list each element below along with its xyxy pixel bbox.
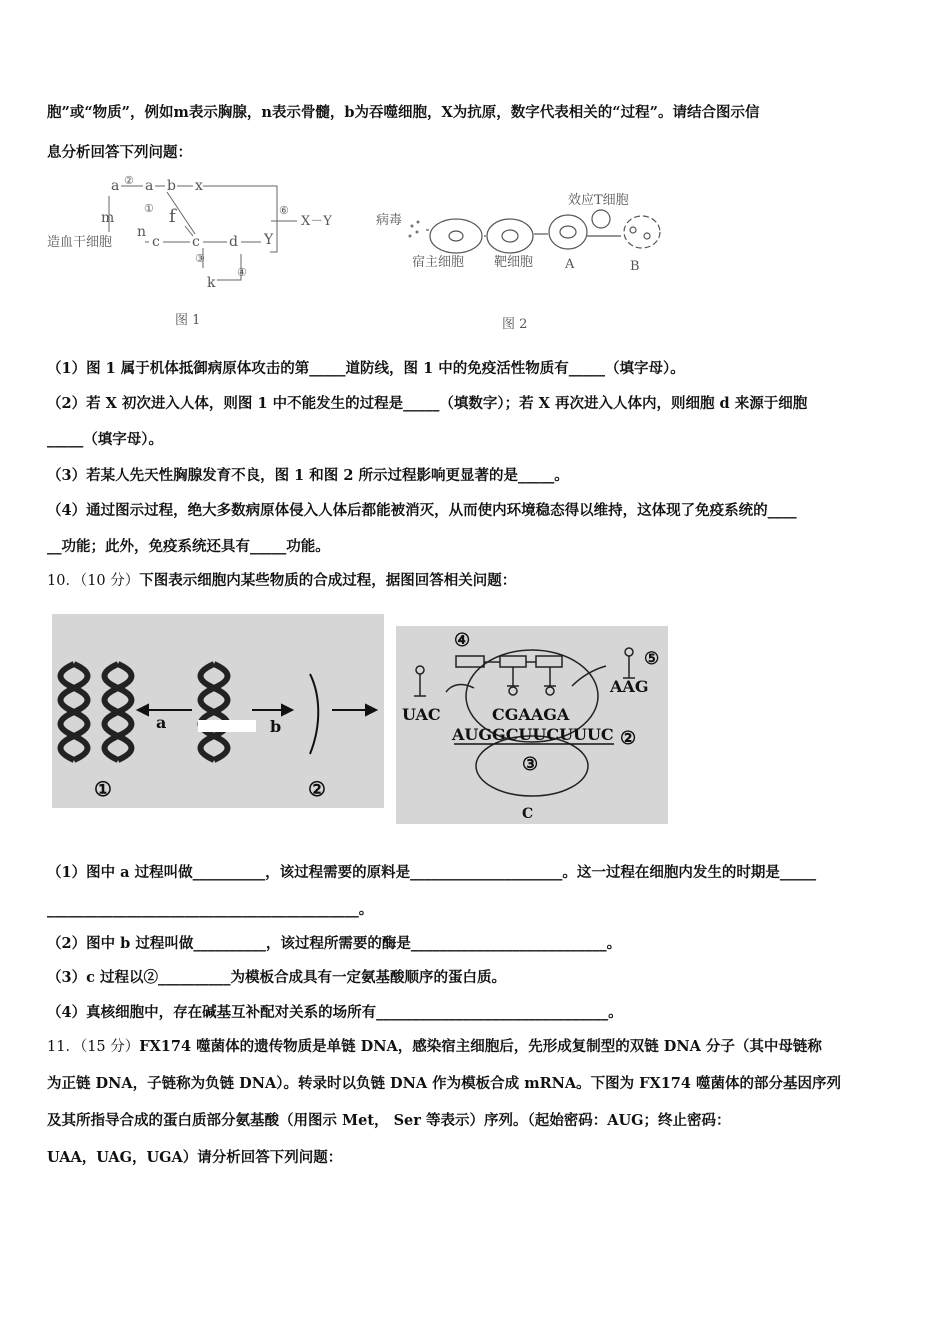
fig2-A-label: A (565, 257, 575, 272)
fig1-n: n (137, 224, 147, 240)
fig4-circle-3: ③ (522, 754, 539, 775)
q10-number: 10．（10 分） (47, 573, 140, 589)
fig4-aag: AAG (610, 677, 649, 696)
fig1-caption: 图 1 (175, 313, 201, 328)
q9-question-4: （4）通过图示过程，绝大多数病原体侵入人体后都能被消灭，从而使内环境稳态得以维持，这体现了免疫系统的____ (47, 502, 797, 519)
fig2-lysed-cell-B (624, 216, 660, 248)
fig1-circle-6: ⑥ (279, 204, 289, 217)
q10-question-3: （3）c 过程以②__________为模板合成具有一定氨基酸顺序的蛋白质。 (47, 969, 506, 986)
q9-question-3: （3）若某人先天性胸腺发育不良，图 1 和图 2 所示过程影响更显著的是_____。 (47, 467, 569, 484)
q11-text-1: FX174 噬菌体的遗传物质是单链 DNA，感染宿主细胞后，先形成复制型的双链 DNA 分子（其中母链称 (139, 1038, 822, 1055)
q11-number: 11．（15 分） (47, 1039, 140, 1055)
figure-3-replication-transcription (52, 614, 384, 808)
fig1-xy: X－Y (301, 214, 332, 229)
q10-question-1: （1）图中 a 过程叫做__________，该过程需要的原料是_____________________。这一过程在细胞内发生的时期是_____ (47, 864, 817, 881)
q9-question-4-cont: __功能；此外，免疫系统还具有_____功能。 (47, 538, 330, 555)
fig1-stem-cell: 造血干细胞 (47, 235, 113, 250)
fig4-uac: UAC (402, 705, 441, 724)
fig1-c-left: c (152, 234, 160, 250)
q10-stem (47, 569, 516, 590)
q11-line-4: UAA，UAG，UGA）请分析回答下列问题： (47, 1149, 343, 1166)
fig1-k: k (207, 275, 216, 291)
q11-line-1 (47, 1035, 822, 1056)
fig4-anticodons: CGAAGA (492, 705, 570, 724)
fig1-a2: a (145, 178, 154, 194)
fig2-caption: 图 2 (502, 317, 528, 332)
fig4-circle-2: ② (620, 728, 637, 749)
q11-line-3: 及其所指导合成的蛋白质部分氨基酸（用图示 Met， Ser 等表示）序列。（起始密码：AUG；终止密码： (47, 1112, 731, 1129)
q9-intro-line-1: 胞”或“物质”，例如m表示胸腺，n表示骨髓，b为吞噬细胞，X为抗原，数字代表相关的“过程”。请结合图示信 (47, 104, 760, 121)
fig2-effector-label: 效应T细胞 (568, 193, 629, 208)
fig1-circle-1: ① (144, 202, 154, 215)
fig4-circle-5: ⑤ (644, 649, 660, 669)
fig4-label-C: C (522, 806, 534, 822)
fig2-host-cell (430, 219, 482, 253)
q9-question-2-cont: _____（填字母）。 (47, 431, 163, 448)
q10-stem-text: 下图表示细胞内某些物质的合成过程，据图回答相关问题： (139, 572, 517, 589)
fig4-mrna: AUGGCUUCUUUC (452, 725, 614, 744)
fig2-B-label: B (630, 259, 640, 274)
fig2-effector-t-cell (592, 210, 610, 228)
q10-question-4: （4）真核细胞中，存在碱基互补配对关系的场所有________________________________。 (47, 1004, 623, 1021)
q9-intro-line-2: 息分析回答下列问题： (47, 144, 192, 161)
fig4-circle-4: ④ (454, 630, 471, 651)
fig1-b: b (167, 178, 176, 194)
figure-1-immune-diagram (45, 172, 345, 332)
q10-question-1-cont: ___________________________________________。 (47, 901, 374, 918)
fig2-host-label: 宿主细胞 (412, 255, 465, 270)
fig1-circle-3: ③ (195, 252, 205, 265)
q10-question-2: （2）图中 b 过程叫做__________，该过程所需要的酶是___________________________。 (47, 935, 622, 952)
fig1-a1: a (111, 178, 120, 194)
fig3-label-b: b (270, 717, 282, 736)
fig1-circle-4: ④ (237, 266, 247, 279)
fig1-m: m (101, 210, 115, 226)
fig2-cell-A (549, 215, 587, 249)
fig1-Y: Y (264, 232, 274, 248)
figure-2-cell-immunity (372, 180, 672, 335)
fig2-virus-label: 病毒 (376, 213, 403, 228)
fig3-circle-2: ② (308, 777, 326, 801)
fig1-c-mid: c (192, 234, 200, 250)
fig1-f: f (169, 206, 176, 227)
fig1-d: d (229, 234, 238, 250)
fig3-label-a: a (156, 713, 167, 732)
q9-question-1: （1）图 1 属于机体抵御病原体攻击的第_____道防线，图 1 中的免疫活性物质有_____（填字母）。 (47, 360, 685, 377)
fig2-target-label: 靶细胞 (494, 255, 534, 270)
q11-line-2: 为正链 DNA，子链称为负链 DNA）。转录时以负链 DNA 作为模板合成 mRNA。下图为 FX174 噬菌体的部分基因序列 (47, 1075, 842, 1092)
fig3-circle-1: ① (94, 777, 112, 801)
figure-4-translation (396, 626, 668, 824)
fig1-x: x (195, 178, 203, 194)
q9-question-2: （2）若 X 初次进入人体，则图 1 中不能发生的过程是_____（填数字）；若 X 再次进入人体内，则细胞 d 来源于细胞 (47, 395, 808, 412)
fig2-target-cell (487, 219, 533, 253)
fig1-circle-2: ② (124, 174, 134, 187)
